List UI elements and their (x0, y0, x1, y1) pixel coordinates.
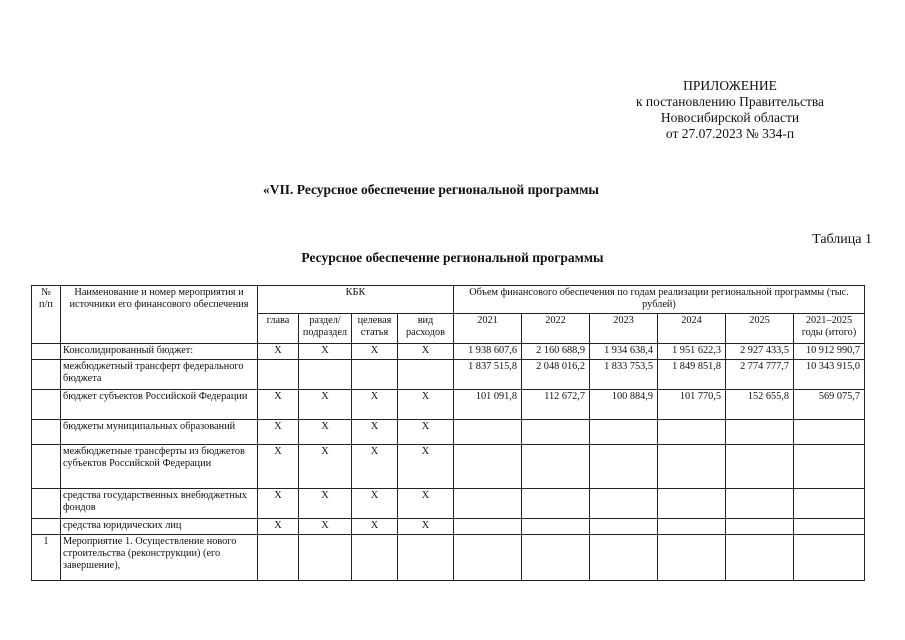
kbk-cell (258, 360, 299, 390)
value-cell (590, 445, 658, 489)
value-cell (454, 445, 522, 489)
value-cell (454, 420, 522, 445)
kbk-cell: X (398, 344, 454, 360)
kbk-cell: X (352, 489, 398, 519)
value-cell: 1 938 607,6 (454, 344, 522, 360)
header-vid: вид расходов (398, 314, 454, 344)
row-name-cell: средства юридических лиц (61, 519, 258, 535)
value-cell (522, 519, 590, 535)
table-row (32, 489, 865, 519)
value-cell: 2 160 688,9 (522, 344, 590, 360)
header-year-2024: 2024 (658, 314, 726, 344)
table-title: Ресурсное обеспечение региональной программы (301, 250, 604, 265)
table-label: Таблица 1 (812, 232, 872, 247)
section-heading: «VII. Ресурсное обеспечение региональной программы (263, 182, 599, 197)
header-volume: Объем финансового обеспечения по годам реализации региональной программы (тыс. рублей) (454, 286, 865, 314)
appendix-line-4: от 27.07.2023 № 334-п (665, 126, 795, 141)
value-cell (726, 489, 794, 519)
kbk-cell: X (299, 519, 352, 535)
value-cell (726, 519, 794, 535)
kbk-cell: X (352, 390, 398, 420)
appendix-title: ПРИЛОЖЕНИЕ (683, 78, 777, 93)
value-cell (522, 535, 590, 581)
value-cell: 1 951 622,3 (658, 344, 726, 360)
value-cell (454, 535, 522, 581)
row-name-cell: бюджет субъектов Российской Федерации (61, 390, 258, 420)
kbk-cell: X (398, 445, 454, 489)
kbk-cell (299, 535, 352, 581)
header-kbk: КБК (258, 286, 454, 314)
value-cell (522, 420, 590, 445)
resource-table (31, 285, 865, 581)
kbk-cell (299, 360, 352, 390)
row-name-cell: Мероприятие 1. Осуществление нового строительства (реконструкции) (его завершение), (61, 535, 258, 581)
value-cell (522, 445, 590, 489)
header-year-2022: 2022 (522, 314, 590, 344)
value-cell: 10 912 990,7 (794, 344, 865, 360)
table-row (32, 344, 865, 360)
kbk-cell: X (299, 445, 352, 489)
value-cell: 1 849 851,8 (658, 360, 726, 390)
row-num-cell: 1 (32, 535, 61, 581)
value-cell: 2 927 433,5 (726, 344, 794, 360)
value-cell (658, 445, 726, 489)
value-cell (658, 420, 726, 445)
header-name: Наименование и номер мероприятия и источники его финансового обеспечения (61, 286, 258, 344)
appendix-line-3: Новосибирской области (660, 110, 800, 125)
kbk-cell: X (258, 344, 299, 360)
kbk-cell: X (258, 445, 299, 489)
value-cell: 101 091,8 (454, 390, 522, 420)
kbk-cell: X (352, 519, 398, 535)
kbk-cell: X (258, 489, 299, 519)
kbk-cell: X (398, 519, 454, 535)
kbk-cell: X (299, 344, 352, 360)
value-cell (726, 445, 794, 489)
value-cell: 2 048 016,2 (522, 360, 590, 390)
kbk-cell: X (258, 519, 299, 535)
value-cell: 101 770,5 (658, 390, 726, 420)
value-cell: 112 672,7 (522, 390, 590, 420)
kbk-cell: X (352, 445, 398, 489)
header-num: № п/п (32, 286, 61, 344)
header-glava: глава (258, 314, 299, 344)
row-num-cell (32, 360, 61, 390)
value-cell (794, 535, 865, 581)
appendix-line-2: к постановлению Правительства (635, 94, 825, 109)
header-year-2023: 2023 (590, 314, 658, 344)
kbk-cell: X (398, 420, 454, 445)
row-num-cell (32, 489, 61, 519)
value-cell: 1 837 515,8 (454, 360, 522, 390)
kbk-cell (398, 360, 454, 390)
value-cell (794, 420, 865, 445)
table-row (32, 535, 865, 581)
row-name-cell: средства государственных внебюджетных фондов (61, 489, 258, 519)
value-cell (522, 489, 590, 519)
value-cell (590, 535, 658, 581)
value-cell (794, 489, 865, 519)
kbk-cell: X (299, 390, 352, 420)
kbk-cell: X (352, 344, 398, 360)
kbk-cell: X (398, 390, 454, 420)
row-name-cell: Консолидированный бюджет: (61, 344, 258, 360)
value-cell: 1 833 753,5 (590, 360, 658, 390)
table-row (32, 519, 865, 535)
kbk-cell: X (299, 489, 352, 519)
table-row (32, 420, 865, 445)
value-cell (590, 519, 658, 535)
kbk-cell: X (352, 420, 398, 445)
row-name-cell: межбюджетные трансферты из бюджетов субъектов Российской Федерации (61, 445, 258, 489)
kbk-cell (398, 535, 454, 581)
value-cell (590, 420, 658, 445)
value-cell (590, 489, 658, 519)
kbk-cell: X (299, 420, 352, 445)
row-name-cell: бюджеты муниципальных образований (61, 420, 258, 445)
table-row (32, 390, 865, 420)
appendix-block (560, 78, 900, 142)
value-cell: 100 884,9 (590, 390, 658, 420)
value-cell: 10 343 915,0 (794, 360, 865, 390)
kbk-cell: X (258, 390, 299, 420)
header-year-2025: 2025 (726, 314, 794, 344)
value-cell (454, 519, 522, 535)
row-num-cell (32, 519, 61, 535)
kbk-cell (258, 535, 299, 581)
row-num-cell (32, 420, 61, 445)
kbk-cell: X (258, 420, 299, 445)
value-cell (658, 519, 726, 535)
header-razdel: раздел/ подраздел (299, 314, 352, 344)
kbk-cell: X (398, 489, 454, 519)
row-num-cell (32, 344, 61, 360)
row-name-cell: межбюджетный трансферт федерального бюджета (61, 360, 258, 390)
value-cell (726, 420, 794, 445)
header-statya: целевая статья (352, 314, 398, 344)
row-num-cell (32, 390, 61, 420)
value-cell (794, 519, 865, 535)
value-cell (658, 489, 726, 519)
value-cell (454, 489, 522, 519)
table-row (32, 445, 865, 489)
row-num-cell (32, 445, 61, 489)
value-cell: 2 774 777,7 (726, 360, 794, 390)
kbk-cell (352, 535, 398, 581)
table-row (32, 360, 865, 390)
value-cell (794, 445, 865, 489)
header-year-total: 2021–2025 годы (итого) (794, 314, 865, 344)
value-cell: 569 075,7 (794, 390, 865, 420)
header-year-2021: 2021 (454, 314, 522, 344)
value-cell: 1 934 638,4 (590, 344, 658, 360)
value-cell: 152 655,8 (726, 390, 794, 420)
kbk-cell (352, 360, 398, 390)
value-cell (726, 535, 794, 581)
value-cell (658, 535, 726, 581)
